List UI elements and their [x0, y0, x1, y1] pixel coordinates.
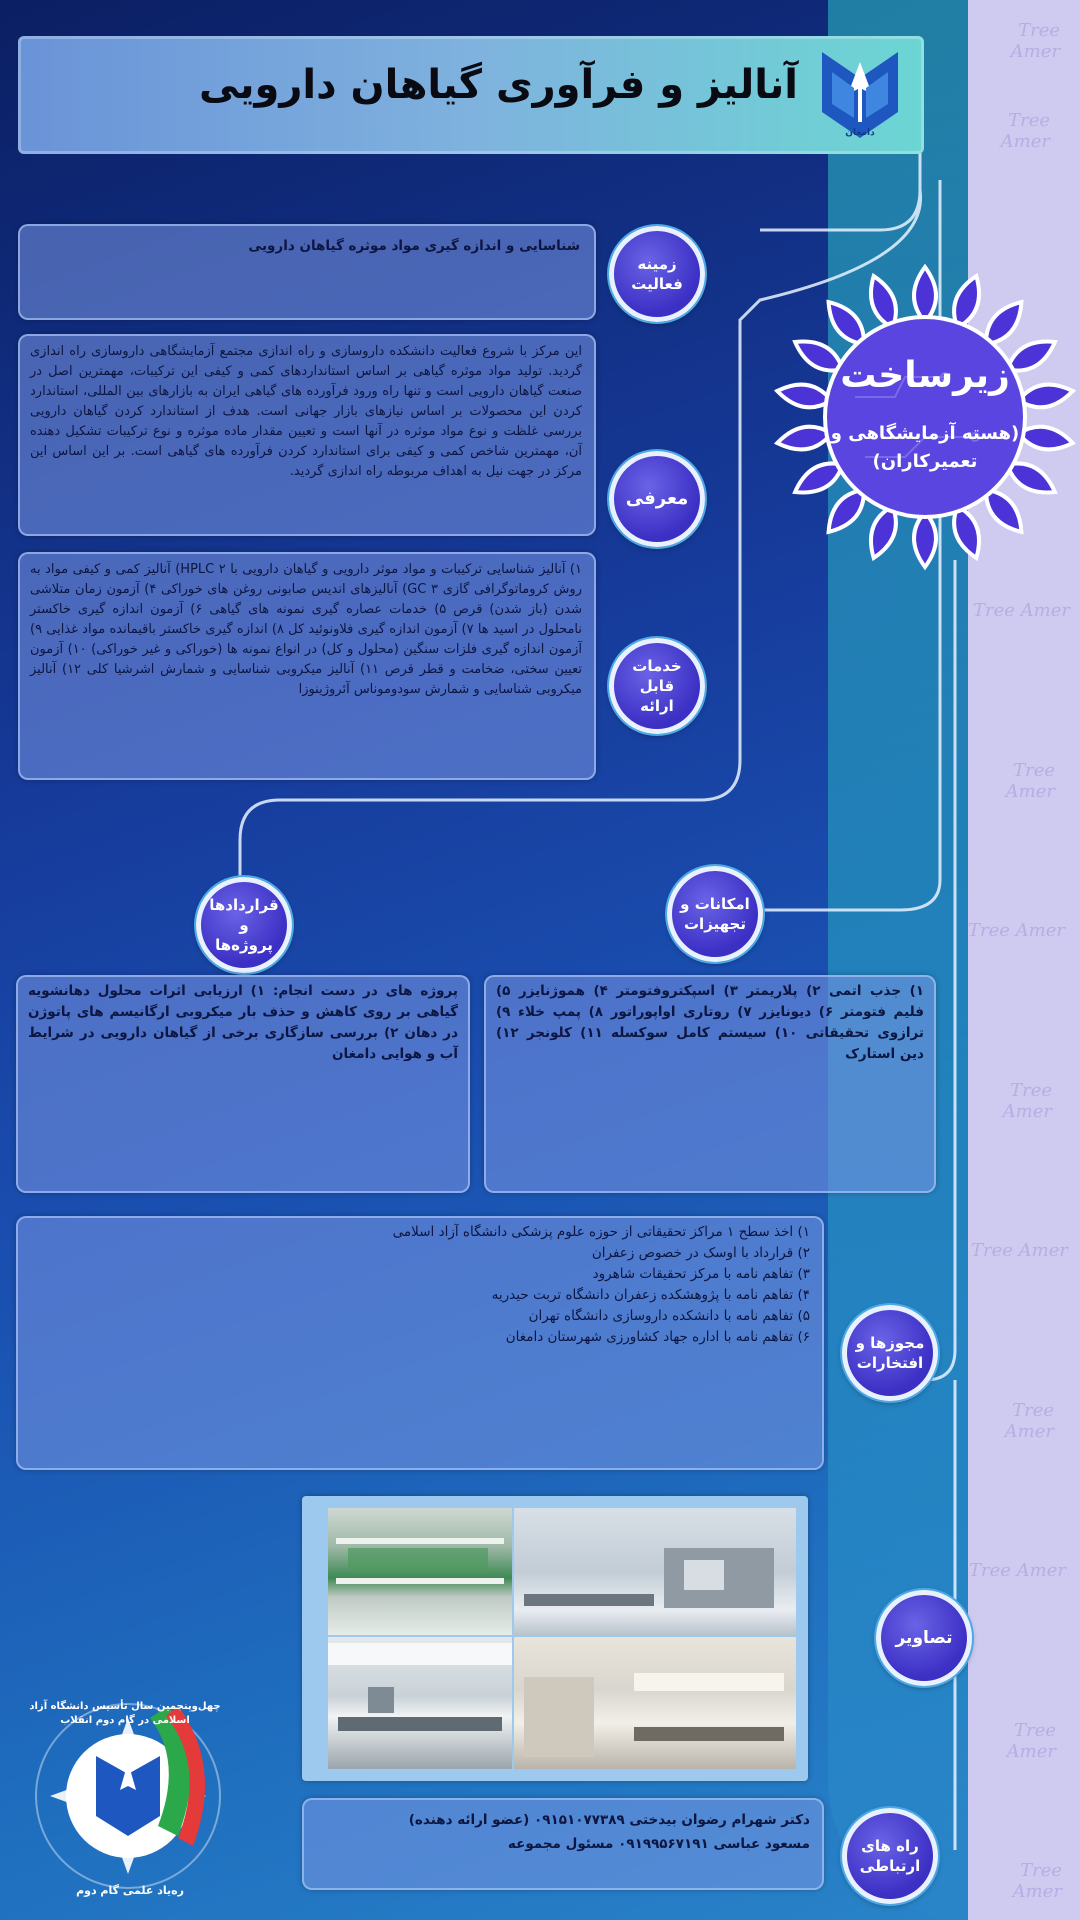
services-text: ۱) آنالیز شناسایی ترکیبات و مواد موثر دارویی و گیاهان دارویی با HPLC ۲) آنالیز کمی و کیفی مواد به روش کروماتوگرافی گازی GC ۳) آنالیزهای اندیس صابونی روغن های خوراکی ۴) آزمون زمان متلاشی شدن (باز شدن) قرص ۵) خدمات عصاره گیری نمونه های گیاهی ۶) آزمون اندازه گیری خاکستر نامحلول در اسید ها ۷) آزمون اندازه گیری فلاونوئید کل ۸) اندازه گیری خاکستر باقیمانده مواد غذایی ۹) آزمون اندازه گیری فلزات سنگین (محلول و کل) در انواع نمونه ها (خوراکی و غیر خوراکی) ۱۰) آزمون تعیین سختی، ضخامت و قطر قرص ۱۱) آنالیز میکروبی شناسایی و شمارش اشرشیا کلی ۱۲) آنالیز میکروبی شناسایی و شمارش سودوموناس آئروژینوزا: [30, 562, 583, 697]
activity-badge: [609, 226, 705, 322]
permit-item: ۲) قرارداد با اوسک در خصوص زعفران: [591, 1245, 810, 1261]
services-badge: [609, 638, 705, 734]
watermark: Tree Amer: [1002, 1080, 1052, 1122]
infrastructure-subtitle: (هسته آزمایشگاهی و تعمیرکاران): [830, 423, 1020, 472]
activity-panel: [18, 224, 596, 320]
watermark: Tree Amer: [1005, 760, 1055, 802]
flower-icon: [770, 262, 1080, 572]
images-badge: [876, 1590, 972, 1686]
watermark: Tree Amer: [1006, 1720, 1056, 1762]
permit-item: ۱) اخذ سطح ۱ مراکز تحقیقاتی از حوزه علوم پزشکی دانشگاه آزاد اسلامی: [392, 1224, 810, 1240]
page-title: آنالیز و فرآوری گیاهان دارویی: [198, 62, 798, 108]
watermark: Tree Amer: [1012, 1860, 1062, 1902]
infrastructure-title: زیرساخت: [840, 355, 1010, 396]
lab-photo-equipment: [514, 1508, 796, 1635]
activity-label: زمینه فعالیت: [631, 255, 683, 293]
emblem-caption: ره‌یاد علمی گام دوم: [76, 1884, 184, 1897]
watermark: Tree Amer: [973, 600, 1070, 621]
header-banner: [18, 36, 924, 154]
images-label: تصاویر: [895, 1628, 953, 1648]
watermark: Tree Amer: [971, 1240, 1068, 1261]
contact-line: مسعود عباسی ۰۹۱۹۹۵۶۷۱۹۱ مسئول مجموعه: [507, 1836, 810, 1852]
emblem-arc-text: چهل‌وپنجمین سال تأسیس دانشگاه آزاد اسلامی در گام دوم انقلاب: [29, 1701, 221, 1726]
contracts-badge: [196, 877, 292, 973]
contracts-panel: [16, 975, 470, 1193]
lab-photo-hood: [514, 1637, 796, 1769]
intro-panel: [18, 334, 596, 536]
watermark: Tree Amer: [1010, 20, 1060, 62]
contracts-label: قراردادها و پروژه‌ها: [209, 896, 279, 954]
logo-caption: دامغان: [845, 128, 875, 138]
watermark: Tree Amer: [1004, 1400, 1054, 1442]
equipment-label: امکانات و تجهیزات: [680, 895, 750, 933]
lab-photo-greenhouse: [328, 1508, 512, 1635]
permits-list: [30, 1222, 810, 1348]
equipment-badge: [667, 866, 763, 962]
contact-label: راه های ارتباطی: [859, 1837, 921, 1875]
permits-badge: [842, 1305, 938, 1401]
contact-badge: [842, 1808, 938, 1904]
watermark: Tree Amer: [968, 920, 1065, 941]
intro-label: معرفی: [625, 488, 689, 509]
intro-text: این مرکز با شروع فعالیت دانشکده داروسازی و راه اندازی مجتمع آزمایشگاهی داروسازی راه اندازی گردید. تولید مواد موثره گیاهی بر اساس استانداردهای کمی و کیفی این ترکیبات، مهمترین اصل در صنعت گیاهان دارویی است و تنها راه ورود فرآورده های گیاهی ایران به بازارهای بین المللی، استاندارد کردن این محصولات بر اساس نیازهای بازار جهانی است. هدف از استاندارد کردن گیاهان دارویی بررسی غلظت و نوع مواد موثره در آنها است و تعیین مقدار ماده موثره و نوع ترکیبات تشکیل دهنده آن، مهمترین شاخص کمی و کیفی برای استاندارد کردن فرآورده های گیاهی است. بر این اساس این مرکز در جهت نیل به اهداف مربوطه راه اندازی گردید.: [30, 344, 582, 479]
equipment-panel: [484, 975, 936, 1193]
watermark: Tree Amer: [969, 1560, 1066, 1581]
permit-item: ۵) تفاهم نامه با دانشکده داروسازی دانشگاه تهران: [528, 1308, 810, 1324]
contact-panel: [302, 1798, 824, 1890]
contracts-text: پروژه های در دست انجام: ۱) ارزیابی اثرات محلول دهانشویه گیاهی بر روی کاهش و حذف بار میکروبی ارگانیسم های پاتوژن در دهان ۲) بررسی سازگاری برخی از گیاهان دارویی در شرایط آب و هوایی دامغان: [28, 983, 459, 1062]
permits-panel: [16, 1216, 824, 1470]
permit-item: ۳) تفاهم نامه با مرکز تحقیقات شاهرود: [592, 1266, 810, 1282]
watermark: Tree Amer: [1000, 110, 1050, 152]
permits-label: مجوزها و افتخارات: [855, 1334, 925, 1372]
intro-badge: [609, 451, 705, 547]
lab-photo-benches: [328, 1637, 512, 1769]
services-panel: [18, 552, 596, 780]
permit-item: ۴) تفاهم نامه با پژوهشکده زعفران دانشگاه تربت حیدریه: [491, 1287, 810, 1303]
permit-item: ۶) تفاهم نامه با اداره جهاد کشاورزی شهرستان دامغان: [505, 1329, 810, 1345]
services-label: خدمات قابل ارائه: [632, 657, 682, 715]
equipment-text: ۱) جذب اتمی ۲) پلاریمتر ۳) اسپکتروفتومتر ۴) هموژنایزر ۵) فلیم فتومتر ۶) دیونایزر ۷) روتاری اواپوراتور ۸) پمپ خلاء ۹) ترازوی تحقیقاتی ۱۰) سیستم کامل سوکسله ۱۱) کلونجر ۱۲) دین استارک: [496, 983, 924, 1062]
activity-text: شناسایی و اندازه گیری مواد موثره گیاهان دارویی: [248, 238, 580, 254]
contact-line: دکتر شهرام رضوان بیدختی ۰۹۱۵۱۰۷۷۳۸۹ (عضو ارائه دهنده): [408, 1812, 810, 1828]
